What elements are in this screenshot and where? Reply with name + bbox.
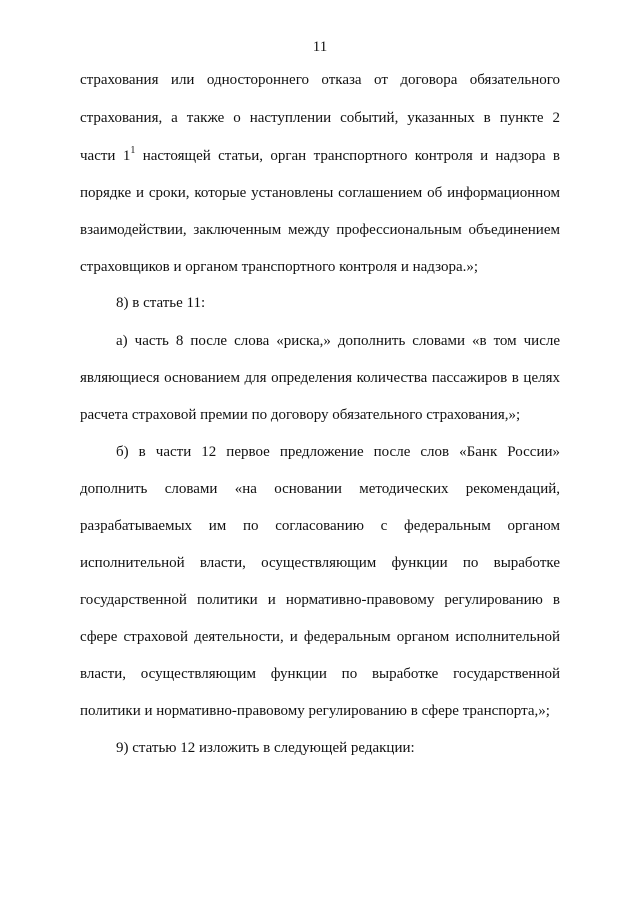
- text-line: б) в части 12 первое предложение после слов «Банк России»: [116, 444, 560, 460]
- text-line: страхования или одностороннего отказа от договора обязательного: [80, 72, 560, 88]
- text-line: государственной политики и нормативно-правовому регулированию в: [80, 592, 560, 608]
- list-item-heading: 8) в статье 11:: [116, 295, 206, 311]
- text-line: исполнительной власти, осуществляющим функции по выработке: [80, 555, 560, 571]
- text-line: страхования, а также о наступлении событий, указанных в пункте 2: [80, 110, 560, 126]
- page-number: 11: [312, 39, 328, 55]
- text-fragment: настоящей статьи, орган транспортного контроля и надзора в: [135, 148, 560, 164]
- text-line: политики и нормативно-правовому регулированию в сфере транспорта,»;: [80, 703, 550, 719]
- text-line: являющиеся основанием для определения количества пассажиров в целях: [80, 370, 560, 386]
- list-item-heading: 9) статью 12 изложить в следующей редакции:: [116, 740, 415, 756]
- text-line: власти, осуществляющим функции по выработке государственной: [80, 666, 560, 682]
- text-fragment: части 1: [80, 148, 131, 164]
- text-line: разрабатываемых им по согласованию с федеральным органом: [80, 518, 560, 534]
- text-line: расчета страховой премии по договору обязательного страхования,»;: [80, 407, 521, 423]
- text-line: страховщиков и органом транспортного контроля и надзора.»;: [80, 259, 479, 275]
- superscript: 1: [130, 145, 136, 156]
- text-line: порядке и сроки, которые установлены соглашением об информационном: [80, 185, 560, 201]
- text-line: а) часть 8 после слова «риска,» дополнить словами «в том числе: [116, 333, 560, 349]
- text-line: взаимодействии, заключенным между профессиональным объединением: [80, 222, 560, 238]
- text-line: [80, 146, 560, 166]
- text-line: дополнить словами «на основании методических рекомендаций,: [80, 481, 560, 497]
- text-line: сфере страховой деятельности, и федеральным органом исполнительной: [80, 629, 560, 645]
